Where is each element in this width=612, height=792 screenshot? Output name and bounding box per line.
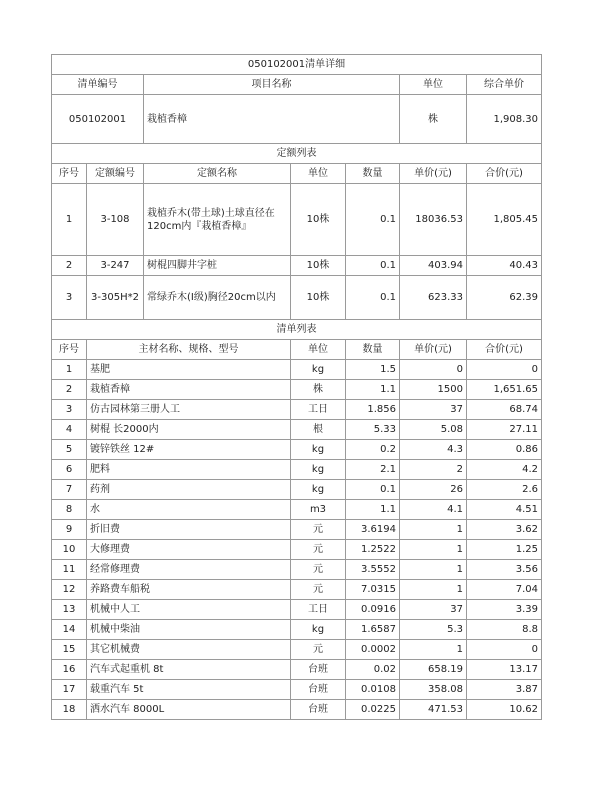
material-unit: 元: [291, 580, 346, 600]
materials-header-row: [52, 340, 542, 360]
material-name: 镀锌铁丝 12#: [87, 440, 291, 460]
material-qty: 3.5552: [346, 560, 400, 580]
material-price: 1: [400, 640, 467, 660]
material-total: 8.8: [467, 620, 542, 640]
material-qty: 0.0108: [346, 680, 400, 700]
material-total: 3.56: [467, 560, 542, 580]
material-unit: 台班: [291, 680, 346, 700]
material-unit: 根: [291, 420, 346, 440]
material-no: 3: [52, 400, 87, 420]
material-name: 水: [87, 500, 291, 520]
material-no: 11: [52, 560, 87, 580]
material-total: 0: [467, 640, 542, 660]
material-row: [52, 400, 542, 420]
material-no: 17: [52, 680, 87, 700]
material-price: 2: [400, 460, 467, 480]
materials-section-title-row: [52, 320, 542, 340]
material-price: 1: [400, 580, 467, 600]
quota-header-total: 合价(元): [467, 164, 542, 184]
material-unit: 株: [291, 380, 346, 400]
material-name: 肥料: [87, 460, 291, 480]
quota-section-title: 定额列表: [52, 144, 542, 164]
material-unit: kg: [291, 440, 346, 460]
material-no: 1: [52, 360, 87, 380]
material-qty: 1.6587: [346, 620, 400, 640]
summary-header-code: 清单编号: [52, 75, 144, 95]
material-price: 358.08: [400, 680, 467, 700]
material-total: 1,651.65: [467, 380, 542, 400]
material-name: 机械中柴油: [87, 620, 291, 640]
material-price: 26: [400, 480, 467, 500]
materials-header-price: 单价(元): [400, 340, 467, 360]
quota-code: 3-247: [87, 256, 144, 276]
materials-section-title: 清单列表: [52, 320, 542, 340]
material-name: 养路费车船税: [87, 580, 291, 600]
material-total: 68.74: [467, 400, 542, 420]
summary-header-price: 综合单价: [467, 75, 542, 95]
quota-unit: 10株: [291, 276, 346, 320]
material-unit: 工日: [291, 400, 346, 420]
material-row: [52, 420, 542, 440]
summary-header-unit: 单位: [400, 75, 467, 95]
quota-unit: 10株: [291, 256, 346, 276]
quota-header-price: 单价(元): [400, 164, 467, 184]
material-no: 13: [52, 600, 87, 620]
quota-row: [52, 184, 542, 256]
material-name: 基肥: [87, 360, 291, 380]
material-price: 1: [400, 520, 467, 540]
material-price: 1: [400, 540, 467, 560]
quota-price: 403.94: [400, 256, 467, 276]
material-price: 37: [400, 600, 467, 620]
material-unit: 工日: [291, 600, 346, 620]
summary-code: 050102001: [52, 95, 144, 144]
quota-no: 1: [52, 184, 87, 256]
material-qty: 1.1: [346, 380, 400, 400]
quota-qty: 0.1: [346, 184, 400, 256]
material-no: 2: [52, 380, 87, 400]
quota-total: 40.43: [467, 256, 542, 276]
material-qty: 1.2522: [346, 540, 400, 560]
quota-header-unit: 单位: [291, 164, 346, 184]
quota-name: 栽植乔木(带土球)土球直径在120cm内『栽植香樟』: [144, 184, 291, 256]
material-unit: kg: [291, 480, 346, 500]
quota-section-title-row: [52, 144, 542, 164]
table-title: 050102001清单详细: [52, 55, 542, 75]
material-row: [52, 560, 542, 580]
quota-unit: 10株: [291, 184, 346, 256]
quota-header-code: 定额编号: [87, 164, 144, 184]
material-row: [52, 480, 542, 500]
material-row: [52, 640, 542, 660]
quota-total: 62.39: [467, 276, 542, 320]
material-total: 4.51: [467, 500, 542, 520]
material-row: [52, 440, 542, 460]
summary-header-row: [52, 75, 542, 95]
quota-price: 18036.53: [400, 184, 467, 256]
summary-unit: 株: [400, 95, 467, 144]
material-qty: 0.0916: [346, 600, 400, 620]
material-unit: 元: [291, 520, 346, 540]
material-name: 药剂: [87, 480, 291, 500]
quota-header-qty: 数量: [346, 164, 400, 184]
material-unit: 元: [291, 540, 346, 560]
material-no: 14: [52, 620, 87, 640]
material-row: [52, 600, 542, 620]
materials-header-qty: 数量: [346, 340, 400, 360]
quota-header-row: [52, 164, 542, 184]
material-name: 汽车式起重机 8t: [87, 660, 291, 680]
material-name: 洒水汽车 8000L: [87, 700, 291, 720]
material-price: 5.3: [400, 620, 467, 640]
title-row: [52, 55, 542, 75]
material-name: 仿古园林第三册人工: [87, 400, 291, 420]
material-total: 3.62: [467, 520, 542, 540]
quota-code: 3-305H*2: [87, 276, 144, 320]
quota-total: 1,805.45: [467, 184, 542, 256]
material-unit: kg: [291, 620, 346, 640]
material-qty: 0.0225: [346, 700, 400, 720]
material-total: 3.87: [467, 680, 542, 700]
materials-header-no: 序号: [52, 340, 87, 360]
material-qty: 0.2: [346, 440, 400, 460]
material-no: 12: [52, 580, 87, 600]
material-name: 大修理费: [87, 540, 291, 560]
material-total: 10.62: [467, 700, 542, 720]
quota-header-name: 定额名称: [144, 164, 291, 184]
material-price: 4.3: [400, 440, 467, 460]
material-qty: 5.33: [346, 420, 400, 440]
material-row: [52, 380, 542, 400]
material-no: 9: [52, 520, 87, 540]
material-row: [52, 660, 542, 680]
material-price: 471.53: [400, 700, 467, 720]
bill-detail-table: [51, 54, 542, 720]
material-name: 栽植香樟: [87, 380, 291, 400]
material-name: 树棍 长2000内: [87, 420, 291, 440]
material-unit: 元: [291, 560, 346, 580]
material-name: 载重汽车 5t: [87, 680, 291, 700]
material-qty: 3.6194: [346, 520, 400, 540]
quota-no: 2: [52, 256, 87, 276]
material-row: [52, 500, 542, 520]
material-no: 7: [52, 480, 87, 500]
quota-qty: 0.1: [346, 276, 400, 320]
material-qty: 1.856: [346, 400, 400, 420]
material-row: [52, 460, 542, 480]
summary-row: [52, 95, 542, 144]
material-row: [52, 620, 542, 640]
material-price: 0: [400, 360, 467, 380]
summary-header-name: 项目名称: [144, 75, 400, 95]
quota-name: 树棍四脚井字桩: [144, 256, 291, 276]
quota-code: 3-108: [87, 184, 144, 256]
quota-price: 623.33: [400, 276, 467, 320]
material-qty: 0.0002: [346, 640, 400, 660]
material-total: 3.39: [467, 600, 542, 620]
material-no: 16: [52, 660, 87, 680]
material-no: 18: [52, 700, 87, 720]
materials-header-name: 主材名称、规格、型号: [87, 340, 291, 360]
quota-qty: 0.1: [346, 256, 400, 276]
material-no: 10: [52, 540, 87, 560]
material-row: [52, 680, 542, 700]
material-row: [52, 700, 542, 720]
quota-row: [52, 256, 542, 276]
material-price: 4.1: [400, 500, 467, 520]
material-qty: 0.02: [346, 660, 400, 680]
material-no: 8: [52, 500, 87, 520]
material-no: 5: [52, 440, 87, 460]
material-unit: m3: [291, 500, 346, 520]
quota-header-no: 序号: [52, 164, 87, 184]
material-row: [52, 540, 542, 560]
material-price: 37: [400, 400, 467, 420]
material-name: 折旧费: [87, 520, 291, 540]
material-total: 13.17: [467, 660, 542, 680]
material-price: 5.08: [400, 420, 467, 440]
material-name: 经常修理费: [87, 560, 291, 580]
quota-no: 3: [52, 276, 87, 320]
material-price: 658.19: [400, 660, 467, 680]
quota-row: [52, 276, 542, 320]
material-qty: 7.0315: [346, 580, 400, 600]
material-qty: 1.1: [346, 500, 400, 520]
material-price: 1: [400, 560, 467, 580]
materials-header-unit: 单位: [291, 340, 346, 360]
material-row: [52, 360, 542, 380]
materials-header-total: 合价(元): [467, 340, 542, 360]
material-qty: 0.1: [346, 480, 400, 500]
material-total: 0.86: [467, 440, 542, 460]
summary-name: 栽植香樟: [144, 95, 400, 144]
material-row: [52, 520, 542, 540]
material-total: 0: [467, 360, 542, 380]
material-unit: kg: [291, 360, 346, 380]
material-unit: 元: [291, 640, 346, 660]
material-qty: 1.5: [346, 360, 400, 380]
material-total: 4.2: [467, 460, 542, 480]
material-total: 2.6: [467, 480, 542, 500]
summary-price: 1,908.30: [467, 95, 542, 144]
material-unit: 台班: [291, 660, 346, 680]
material-name: 其它机械费: [87, 640, 291, 660]
material-total: 1.25: [467, 540, 542, 560]
material-total: 27.11: [467, 420, 542, 440]
material-price: 1500: [400, 380, 467, 400]
material-total: 7.04: [467, 580, 542, 600]
material-no: 15: [52, 640, 87, 660]
material-qty: 2.1: [346, 460, 400, 480]
material-row: [52, 580, 542, 600]
quota-name: 常绿乔木(I级)胸径20cm以内: [144, 276, 291, 320]
material-unit: 台班: [291, 700, 346, 720]
material-unit: kg: [291, 460, 346, 480]
material-no: 6: [52, 460, 87, 480]
material-no: 4: [52, 420, 87, 440]
material-name: 机械中人工: [87, 600, 291, 620]
